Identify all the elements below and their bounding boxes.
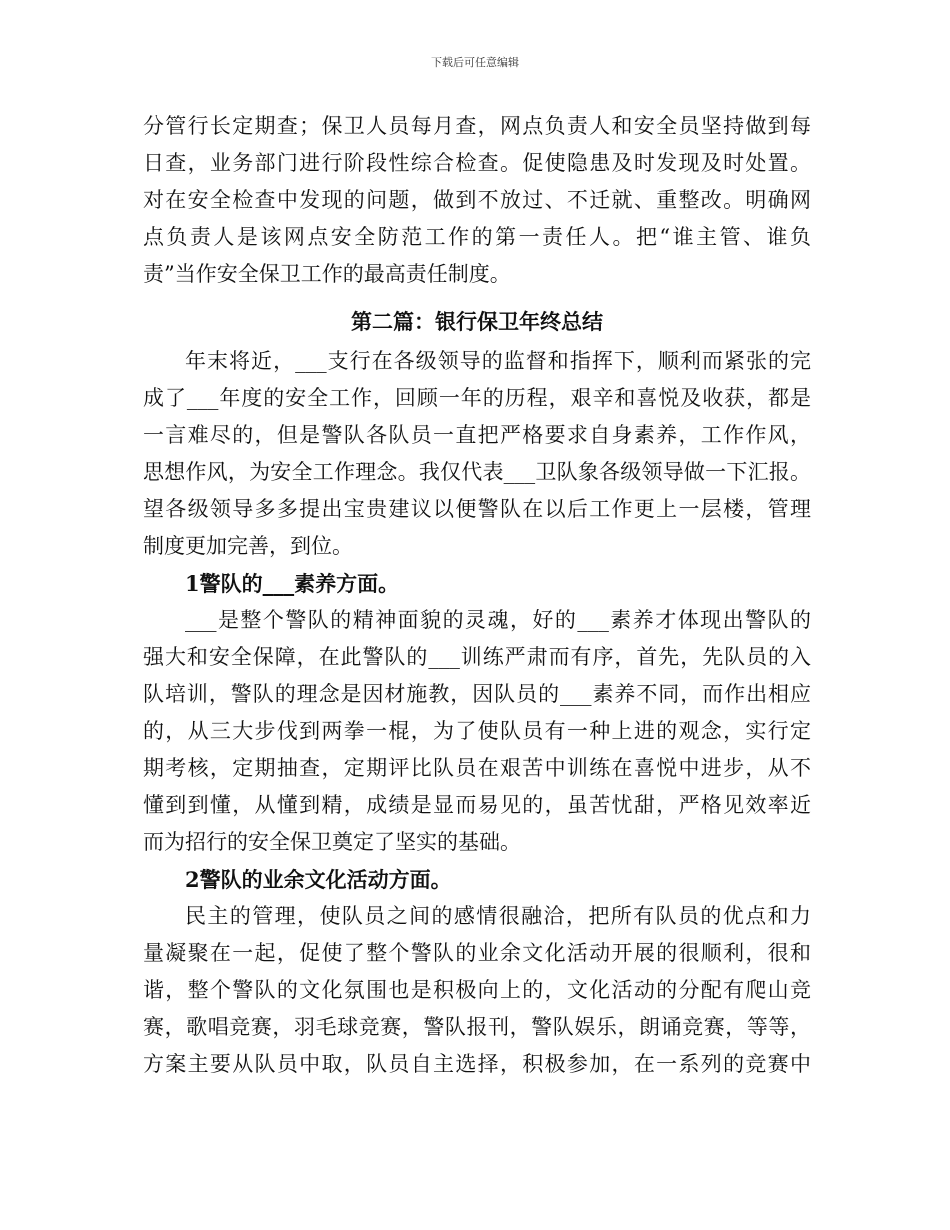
text-line: 赛，歌唱竞赛，羽毛球竞赛，警队报刊，警队娱乐，朗诵竞赛，等等， bbox=[143, 1015, 811, 1039]
text-line: 年末将近，___支行在各级领导的监督和指挥下，顺利而紧张的完 bbox=[185, 349, 811, 373]
text-line: 方案主要从队员中取，队员自主选择，积极参加，在一系列的竞赛中 bbox=[143, 1052, 811, 1076]
text-line: 谐，整个警队的文化氛围也是积极向上的，文化活动的分配有爬山竞 bbox=[143, 978, 811, 1002]
text-line: 强大和安全保障，在此警队的___训练严肃而有序，首先，先队员的入 bbox=[143, 645, 811, 669]
subheading-1: 1警队的___素养方面。 bbox=[185, 571, 400, 596]
page-header: 下载后可任意编辑 bbox=[431, 56, 519, 69]
text-line: 点负责人是该网点安全防范工作的第一责任人。把“谁主管、谁负 bbox=[143, 225, 811, 249]
section-title: 第二篇：银行保卫年终总结 bbox=[351, 309, 603, 334]
text-line: 而为招行的安全保卫奠定了坚实的基础。 bbox=[143, 830, 521, 854]
text-line: 责”当作安全保卫工作的最高责任制度。 bbox=[143, 262, 511, 286]
text-line: 懂到到懂，从懂到精，成绩是显而易见的，虽苦忧甜，严格见效率近 bbox=[143, 793, 811, 817]
text-line: 成了___年度的安全工作，回顾一年的历程，艰辛和喜悦及收获，都是 bbox=[143, 386, 811, 410]
subheading-2: 2警队的业余文化活动方面。 bbox=[185, 867, 452, 892]
text-line: 思想作风，为安全工作理念。我仅代表___卫队象各级领导做一下汇报。 bbox=[143, 460, 811, 484]
text-line: 的，从三大步伐到两拳一棍，为了使队员有一种上进的观念，实行定 bbox=[143, 719, 811, 743]
text-line: 量凝聚在一起，促使了整个警队的业余文化活动开展的很顺利，很和 bbox=[143, 941, 811, 965]
paragraph-1 bbox=[143, 108, 811, 293]
paragraph-4 bbox=[143, 898, 811, 1083]
text-line: 日查，业务部门进行阶段性综合检查。促使隐患及时发现及时处置。 bbox=[143, 151, 811, 175]
text-line: ___是整个警队的精神面貌的灵魂，好的___素养才体现出警队的 bbox=[185, 608, 811, 632]
text-line: 一言难尽的，但是警队各队员一直把严格要求自身素养，工作作风， bbox=[143, 423, 811, 447]
document-body bbox=[143, 108, 811, 1083]
paragraph-2 bbox=[143, 343, 811, 565]
text-line: 对在安全检查中发现的问题，做到不放过、不迁就、重整改。明确网 bbox=[143, 188, 811, 212]
text-line: 民主的管理，使队员之间的感情很融洽，把所有队员的优点和力 bbox=[185, 904, 811, 928]
text-line: 期考核，定期抽查，定期评比队员在艰苦中训练在喜悦中进步，从不 bbox=[143, 756, 811, 780]
text-line: 分管行长定期查；保卫人员每月查，网点负责人和安全员坚持做到每 bbox=[143, 114, 811, 138]
text-line: 望各级领导多多提出宝贵建议以便警队在以后工作更上一层楼，管理 bbox=[143, 497, 811, 521]
text-line: 制度更加完善，到位。 bbox=[143, 534, 353, 558]
paragraph-3 bbox=[143, 602, 811, 861]
text-line: 队培训，警队的理念是因材施教，因队员的___素养不同，而作出相应 bbox=[143, 682, 811, 706]
